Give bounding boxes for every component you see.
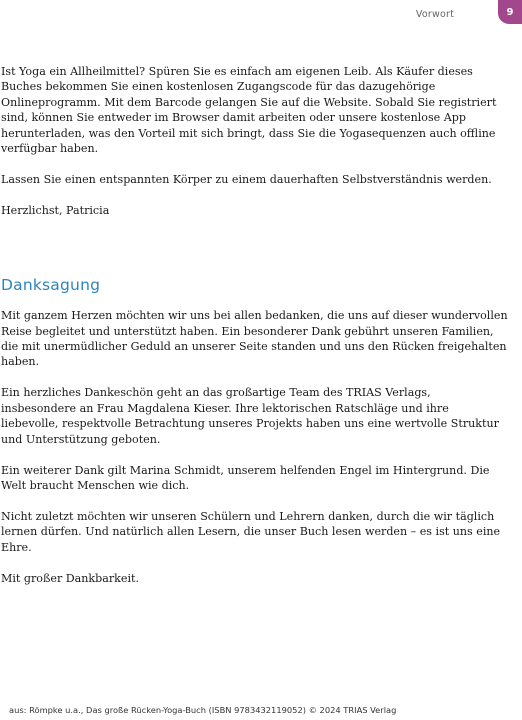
danksagung-closing: Mit großer Dankbarkeit. [1,571,139,585]
danksagung-paragraph-2: Ein herzliches Dankeschön geht an das großartige Team des TRIAS Verlags, insbesondere an Frau Magdalena Kieser. Ihre lektorischen Ratschläge und ihre liebevolle, respektvolle Betrachtung unseres Projekts haben uns eine wertvolle Struktur und Unterstützung geboten. [1,386,499,446]
running-header-title: Vorwort [415,9,454,20]
vorwort-section [1,64,509,218]
vorwort-sign-off: Herzlichst, Patricia [1,203,110,217]
danksagung-paragraph-3: Ein weiterer Dank gilt Marina Schmidt, unserem helfenden Engel im Hintergrund. Die Welt braucht Menschen wie dich. [1,463,490,492]
danksagung-paragraph-1: Mit ganzem Herzen möchten wir uns bei allen bedanken, die uns auf dieser wundervollen Reise begleitet und unterstützt haben. Ein besonderer Dank gebührt unseren Familien, die mit unermüdlicher Geduld an unserer Seite standen und uns den Rücken freigehalten haben. [1,309,508,369]
vorwort-paragraph-2: Lassen Sie einen entspannten Körper zu einem dauerhaften Selbstverständnis werden. [1,172,492,186]
danksagung-heading: Danksagung [1,276,101,295]
vorwort-paragraph-1: Ist Yoga ein Allheilmittel? Spüren Sie es einfach am eigenen Leib. Als Käufer dieses Buches bekommen Sie einen kostenlosen Zugangscode für das dazugehörige Onlineprogramm. Mit dem Barcode gelangen Sie auf die Website. Sobald Sie registriert sind, können Sie entweder im Browser damit arbeiten oder unsere kostenlose App herunterladen, was den Vorteil mit sich bringt, dass Sie die Yogasequenzen auch offline verfügbar haben. [1,65,497,156]
page-content [1,64,509,601]
danksagung-paragraph-4: Nicht zuletzt möchten wir unseren Schülern und Lehrern danken, durch die wir täglich lernen dürfen. Und natürlich allen Lesern, die unser Buch lesen werden – es ist uns eine Ehre. [1,509,501,554]
page-number-tab [498,0,522,24]
danksagung-section [1,275,509,586]
footer-citation: aus: Römpke u.a., Das große Rücken-Yoga-Buch (ISBN 9783432119052) © 2024 TRIAS Verlag [9,705,397,715]
page-number: 9 [506,6,514,18]
